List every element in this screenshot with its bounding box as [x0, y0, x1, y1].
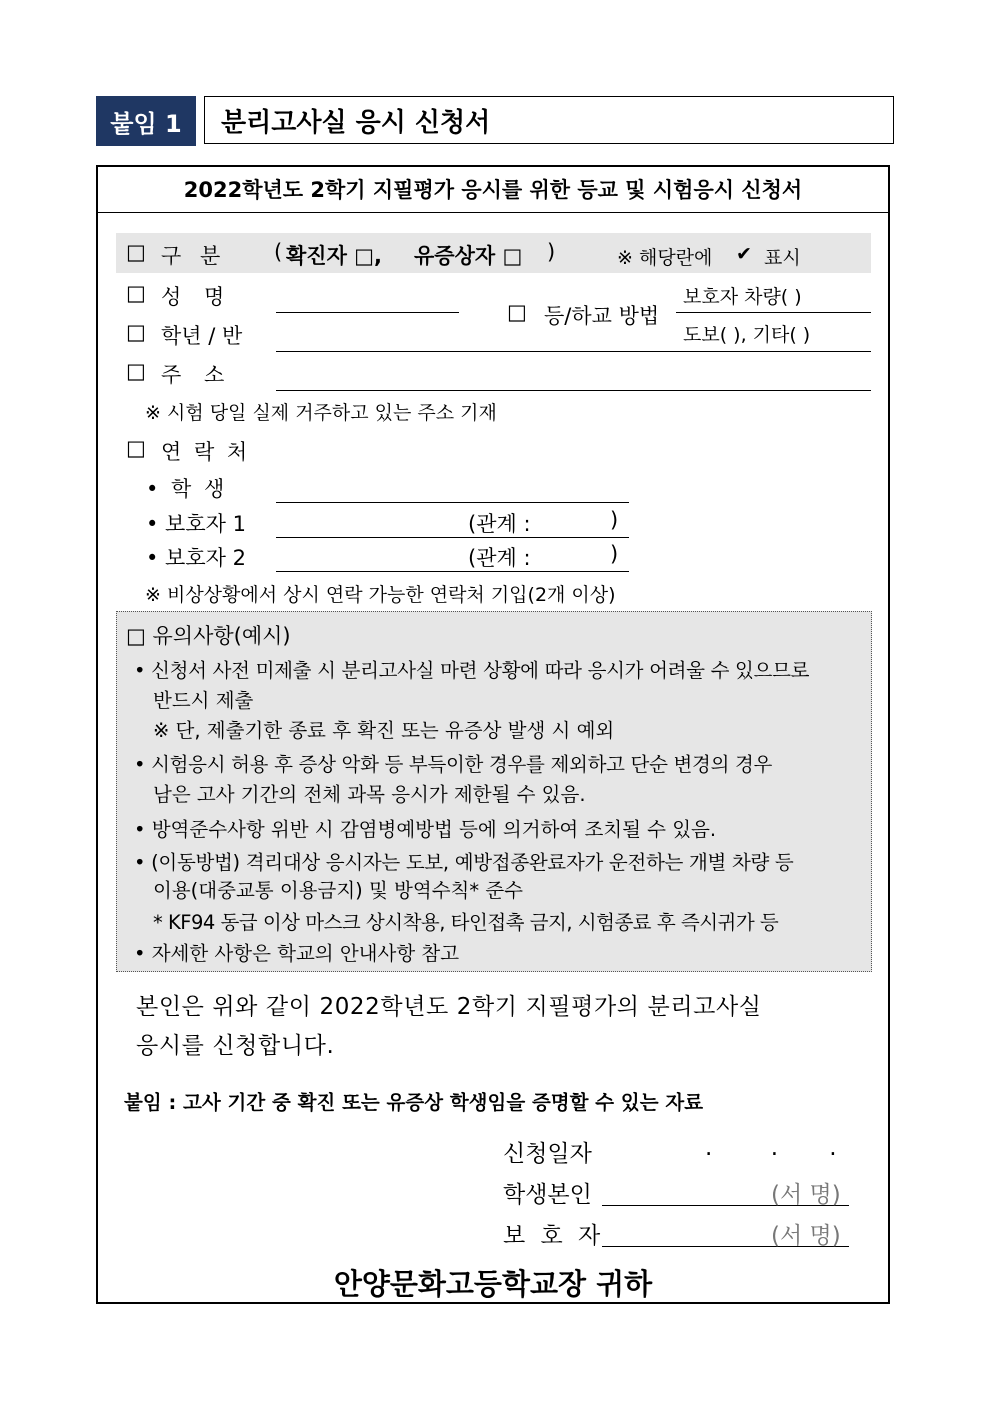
note-item-1-cont: 반드시 제출	[153, 689, 254, 712]
note-item-1: • 신청서 사전 미제출 시 분리고사실 마련 상황에 따라 응시가 어려울 수 있으므로	[134, 659, 810, 682]
grade-label: 학년 / 반	[161, 324, 243, 348]
contact-guardian2-line[interactable]	[276, 571, 629, 572]
guardian1-relation-label: (관계 :	[468, 512, 531, 536]
category-label: 구 분	[161, 244, 227, 268]
address-label: 주 소	[161, 363, 233, 387]
commute-option-walk-other[interactable]: 도보( ), 기타( )	[683, 324, 811, 346]
name-label: 성 명	[161, 285, 233, 309]
commute-label: 등/하교 방법	[544, 304, 660, 328]
note-item-3: • 방역준수사항 위반 시 감염병예방법 등에 의거하여 조치될 수 있음.	[134, 818, 717, 841]
guardian1-relation-close: )	[610, 508, 619, 532]
grade-input-line[interactable]	[276, 351, 871, 352]
contact-guardian1-line[interactable]	[276, 537, 629, 538]
confirmed-option[interactable]: 확진자 □,	[286, 244, 382, 268]
student-sign-label: 학생본인	[503, 1182, 592, 1208]
contact-guardian2-label: • 보호자 2	[146, 546, 246, 570]
contact-guardian1-label: • 보호자 1	[146, 512, 246, 536]
note-item-4-footnote: * KF94 동급 이상 마스크 상시착용, 타인접촉 금지, 시험종료 후 즉시귀가 등	[153, 911, 779, 934]
address-note: ※ 시험 당일 실제 거주하고 있는 주소 기재	[145, 402, 497, 424]
contact-checkbox[interactable]: □	[126, 436, 146, 460]
addressee: 안양문화고등학교장 귀하	[333, 1267, 653, 1301]
notes-title: □ 유의사항(예시)	[126, 624, 291, 648]
date-field[interactable]: . . .	[705, 1135, 837, 1161]
name-checkbox[interactable]: □	[126, 281, 146, 305]
contact-student-label: • 학 생	[146, 477, 228, 501]
attachment-note: 붙임 : 고사 기간 중 확진 또는 유증상 학생임을 증명할 수 있는 자료	[124, 1091, 704, 1114]
address-input-line[interactable]	[276, 390, 871, 391]
guardian2-relation-close: )	[610, 542, 619, 566]
note-item-1-exception: ※ 단, 제출기한 종료 후 확진 또는 유증상 발생 시 예외	[153, 719, 615, 742]
check-mark-icon: ✔	[736, 243, 752, 265]
category-note-suffix: 표시	[764, 247, 801, 269]
page-title	[204, 96, 894, 144]
address-checkbox[interactable]: □	[126, 359, 146, 383]
contact-label: 연 락 처	[161, 440, 251, 464]
note-item-4: • (이동방법) 격리대상 응시자는 도보, 예방접종완료자가 운전하는 개별 차량 등	[134, 851, 794, 874]
note-item-4-cont: 이용(대중교통 이용금지) 및 방역수칙* 준수	[153, 879, 523, 902]
category-note-prefix: ※ 해당란에	[617, 247, 713, 269]
commute-checkbox[interactable]: □	[507, 300, 527, 324]
student-sign-hint: (서 명)	[771, 1182, 841, 1208]
guardian2-relation-label: (관계 :	[468, 546, 531, 570]
page-title-text: 분리고사실 응시 신청서	[221, 107, 491, 138]
commute-option-guardian-car[interactable]: 보호자 차량( )	[683, 286, 802, 308]
declaration-line-2: 응시를 신청합니다.	[136, 1033, 335, 1059]
symptomatic-option[interactable]: 유증상자 □	[414, 244, 523, 268]
contact-student-line[interactable]	[276, 502, 629, 503]
contact-note: ※ 비상상황에서 상시 연락 가능한 연락처 기입(2개 이상)	[145, 584, 616, 606]
note-item-2: • 시험응시 허용 후 증상 악화 등 부득이한 경우를 제외하고 단순 변경의 경우	[134, 753, 773, 776]
category-checkbox[interactable]: □	[126, 240, 146, 264]
date-label: 신청일자	[503, 1141, 592, 1167]
note-item-5: • 자세한 사항은 학교의 안내사항 참고	[134, 942, 460, 965]
attachment-badge: 붙임 1	[96, 96, 196, 146]
name-input-line[interactable]	[276, 312, 459, 313]
category-open-paren: (	[274, 240, 283, 264]
form-title	[96, 165, 890, 213]
note-item-2-cont: 남은 고사 기간의 전체 과목 응시가 제한될 수 있음.	[153, 783, 586, 806]
guardian-sign-hint: (서 명)	[771, 1223, 841, 1249]
category-close-paren: )	[547, 240, 556, 264]
commute-divider	[676, 312, 871, 313]
declaration-line-1: 본인은 위와 같이 2022학년도 2학기 지필평가의 분리고사실	[136, 994, 762, 1020]
grade-checkbox[interactable]: □	[126, 320, 146, 344]
form-title-text: 2022학년도 2학기 지필평가 응시를 위한 등교 및 시험응시 신청서	[183, 177, 803, 202]
guardian-sign-label: 보 호 자	[503, 1223, 605, 1249]
